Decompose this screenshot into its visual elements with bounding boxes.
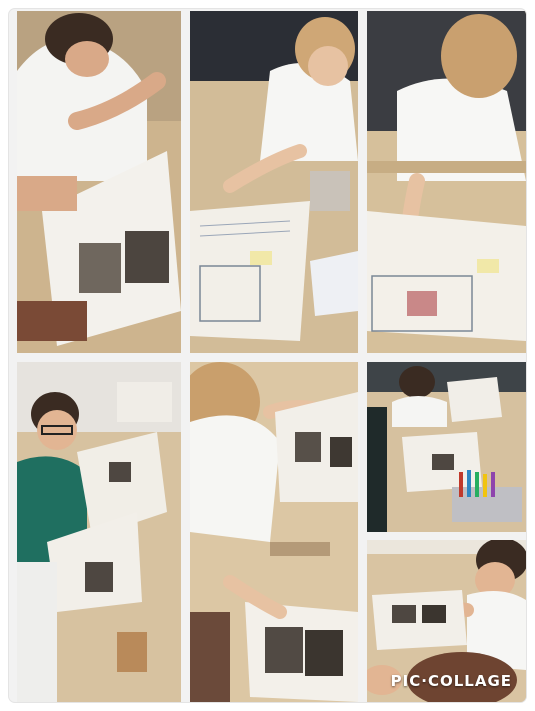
photo-girl-drawing-right (367, 11, 526, 353)
watermark-logo: PIC·COLLAGE (390, 672, 512, 690)
photo-table-with-pencils (367, 362, 526, 532)
photo-boy-drawing-bottom-right (367, 540, 526, 702)
photo-collage (9, 9, 526, 702)
photo-boy-drawing-left (17, 11, 181, 353)
photo-boy-glasses (17, 362, 181, 702)
photo-child-drawing-top-view (190, 362, 358, 702)
photo-girl-drawing-center (190, 11, 358, 353)
